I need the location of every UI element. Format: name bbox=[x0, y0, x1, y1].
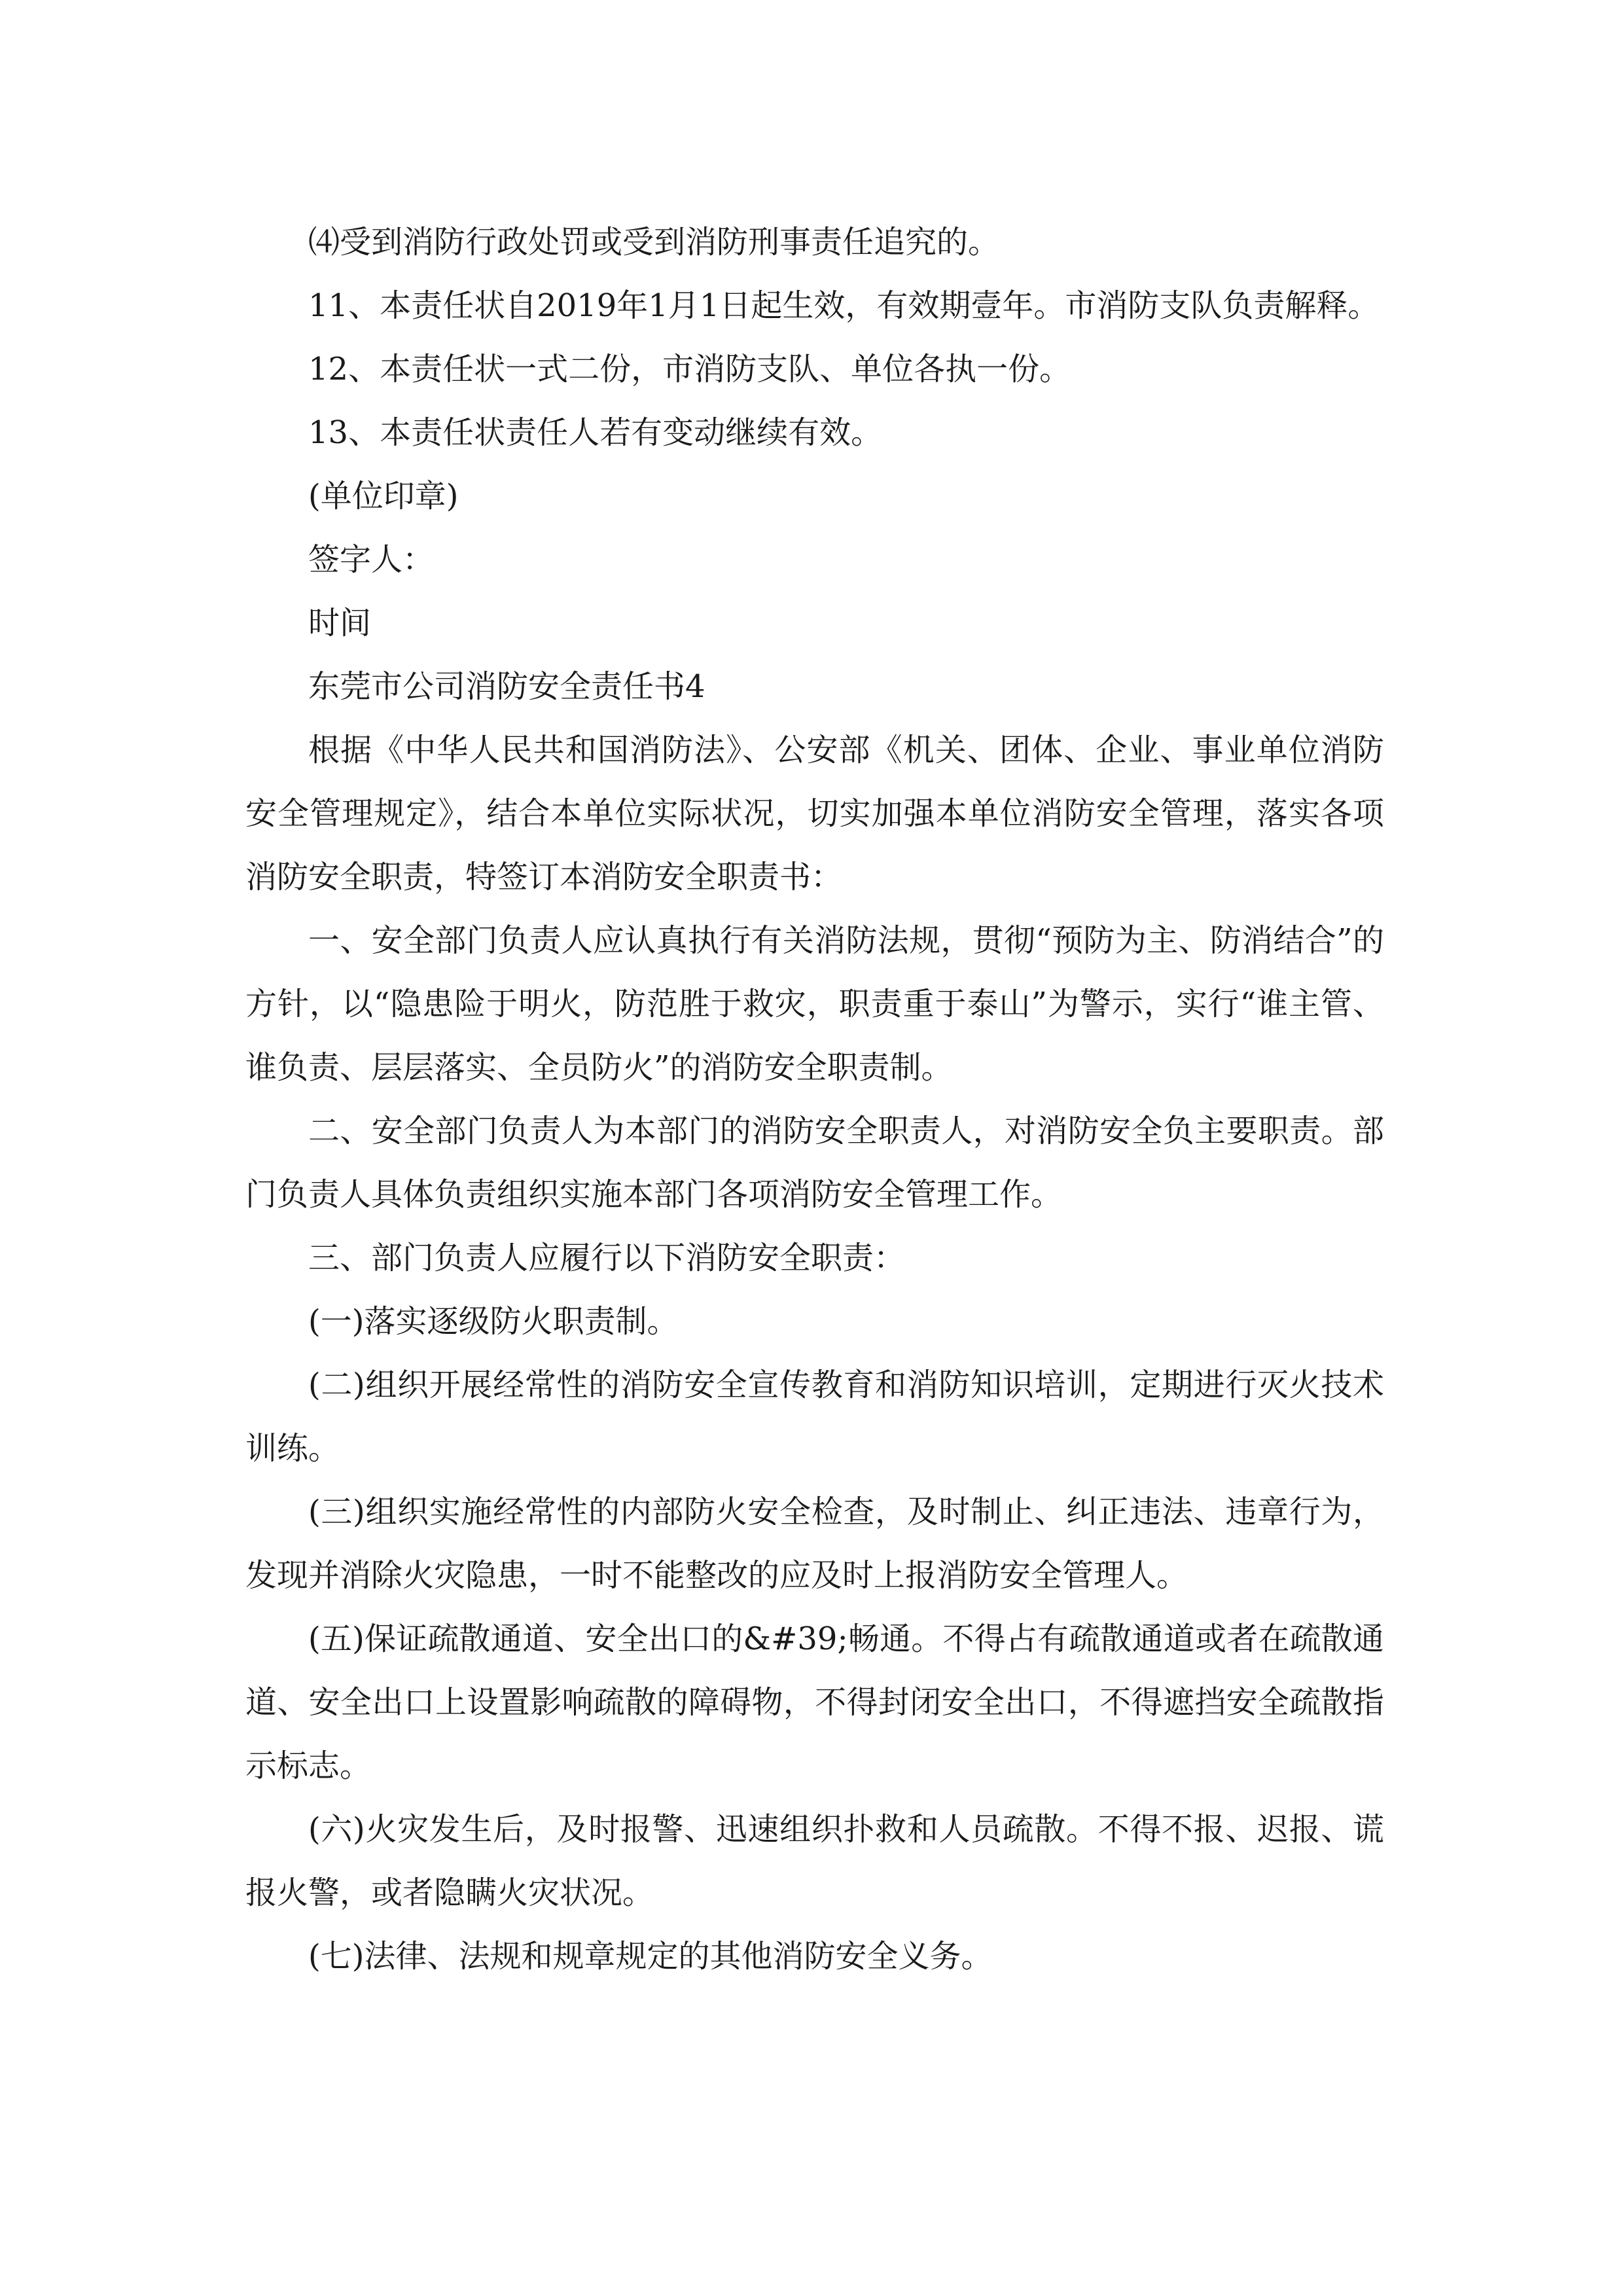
duty-item-5: (五)保证疏散通道、安全出口的&#39;畅通。不得占有疏散通道或者在疏散通道、安全出口上设置影响疏散的障碍物，不得封闭安全出口，不得遮挡安全疏散指示标志。 bbox=[245, 1621, 1384, 1784]
intro-paragraph: 根据《中华人民共和国消防法》、公安部《机关、团体、企业、事业单位消防安全管理规定》，结合本单位实际状况，切实加强本单位消防安全管理，落实各项消防安全职责，特签订本消防安全职责书： bbox=[245, 732, 1384, 895]
clause-11-paragraph: 11、本责任状自2019年1月1日起生效，有效期壹年。市消防支队负责解释。 bbox=[308, 287, 1380, 324]
seal-line: (单位印章) bbox=[308, 478, 459, 514]
item-4-paragraph: ⑷受到消防行政处罚或受到消防刑事责任追究的。 bbox=[308, 224, 1000, 260]
clause-12-paragraph: 12、本责任状一式二份，市消防支队、单位各执一份。 bbox=[308, 351, 1071, 387]
section-three-heading: 三、部门负责人应履行以下消防安全职责： bbox=[308, 1240, 906, 1276]
document-body bbox=[245, 211, 1384, 1988]
clause-13-paragraph: 13、本责任状责任人若有变动继续有效。 bbox=[308, 414, 883, 451]
date-line: 时间 bbox=[308, 605, 372, 641]
duty-item-6: (六)火灾发生后，及时报警、迅速组织扑救和人员疏散。不得不报、迟报、谎报火警，或者隐瞒火灾状况。 bbox=[245, 1811, 1384, 1911]
section-two-paragraph: 二、安全部门负责人为本部门的消防安全职责人，对消防安全负主要职责。部门负责人具体负责组织实施本部门各项消防安全管理工作。 bbox=[245, 1113, 1384, 1213]
section-title: 东莞市公司消防安全责任书4 bbox=[308, 668, 705, 705]
duty-item-1: (一)落实逐级防火职责制。 bbox=[308, 1303, 679, 1340]
section-one-paragraph: 一、安全部门负责人应认真执行有关消防法规，贯彻“预防为主、防消结合”的方针，以“隐患险于明火，防范胜于救灾，职责重于泰山”为警示，实行“谁主管、谁负责、层层落实、全员防火”的消防安全职责制。 bbox=[245, 922, 1384, 1086]
duty-item-7: (七)法律、法规和规章规定的其他消防安全义务。 bbox=[308, 1938, 993, 1975]
signatory-line: 签字人： bbox=[308, 541, 435, 578]
duty-item-2: (二)组织开展经常性的消防安全宣传教育和消防知识培训，定期进行灭火技术训练。 bbox=[245, 1367, 1384, 1467]
duty-item-3: (三)组织实施经常性的内部防火安全检查，及时制止、纠正违法、违章行为，发现并消除火灾隐患，一时不能整改的应及时上报消防安全管理人。 bbox=[245, 1494, 1384, 1594]
